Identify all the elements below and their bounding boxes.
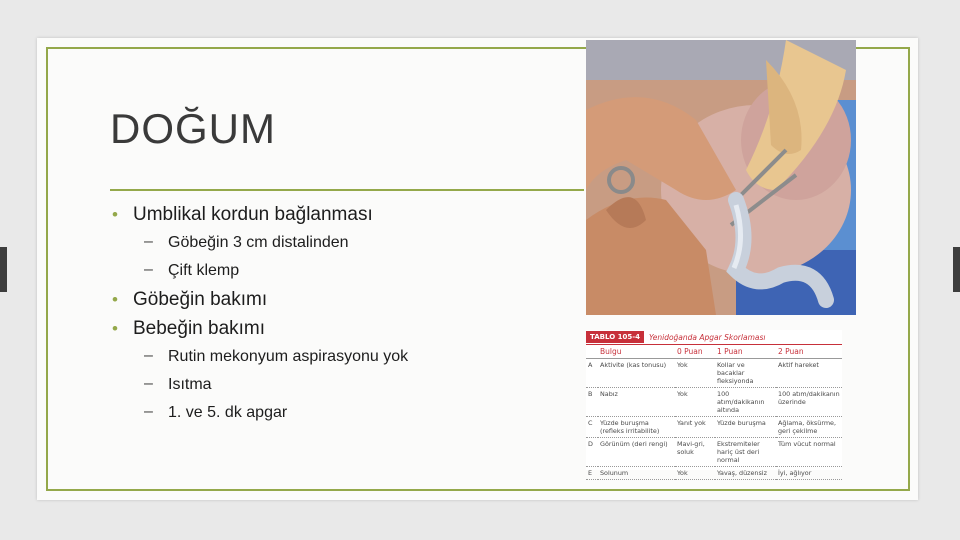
table-cell: Solunum	[598, 467, 675, 480]
table-cell: Ağlama, öksürme, geri çekilme	[776, 417, 842, 438]
sub-bullet-item	[110, 232, 580, 254]
sub-bullet-item	[110, 402, 580, 424]
table-cell: Görünüm (deri rengi)	[598, 438, 675, 467]
table-cell: Yanıt yok	[675, 417, 715, 438]
table-cell: 100 atım/dakikanın altında	[715, 388, 776, 417]
bullet-dot-icon: •	[112, 290, 118, 309]
bullet-text: Göbeğin bakımı	[133, 289, 268, 310]
table-cell: Yüzde buruşma	[715, 417, 776, 438]
sub-bullet-text: Rutin mekonyum aspirasyonu yok	[168, 348, 409, 365]
table-row	[586, 467, 842, 480]
sub-bullet-text: Göbeğin 3 cm distalinden	[168, 234, 349, 251]
column-header: 1 Puan	[715, 345, 776, 359]
table-cell: C	[586, 417, 598, 438]
dash-icon: –	[144, 375, 153, 392]
bullet-text: Umblikal kordun bağlanması	[133, 204, 373, 225]
table-row	[586, 438, 842, 467]
table-cell: Yok	[675, 388, 715, 417]
table-row	[586, 359, 842, 388]
table-number: TABLO 105-4	[586, 331, 644, 343]
table-cell: Yok	[675, 467, 715, 480]
column-header: 2 Puan	[776, 345, 842, 359]
table-cell: Yavaş, düzensiz	[715, 467, 776, 480]
left-edge-tab	[0, 247, 7, 292]
table-row	[586, 417, 842, 438]
bullet-dot-icon: •	[112, 319, 118, 338]
slide-title: DOĞUM	[110, 105, 276, 152]
table-header-row	[586, 345, 842, 359]
sub-bullet-text: 1. ve 5. dk apgar	[168, 404, 288, 421]
table-title: Yenidoğanda Apgar Skorlaması	[648, 332, 766, 342]
column-header: Bulgu	[598, 345, 675, 359]
bullet-item	[110, 317, 580, 341]
table-cell: Nabız	[598, 388, 675, 417]
table-cell: Mavi-gri, soluk	[675, 438, 715, 467]
table-row	[586, 388, 842, 417]
photo-illustration	[586, 40, 856, 315]
sub-bullet-item	[110, 260, 580, 282]
dash-icon: –	[144, 403, 153, 420]
sub-bullet-item	[110, 346, 580, 368]
table-caption	[586, 330, 842, 345]
bullet-list	[110, 203, 580, 430]
table-cell: Yok	[675, 359, 715, 388]
table-cell: Kollar ve bacaklar fleksiyonda	[715, 359, 776, 388]
bullet-dot-icon: •	[112, 205, 118, 224]
sub-bullet-item	[110, 374, 580, 396]
table-cell: A	[586, 359, 598, 388]
apgar-score-table	[586, 330, 842, 477]
table-cell: Yüzde buruşma (refleks irritabilite)	[598, 417, 675, 438]
column-header: 0 Puan	[675, 345, 715, 359]
bullet-item	[110, 288, 580, 312]
table-cell: Ekstremiteler hariç üst deri normal	[715, 438, 776, 467]
sub-bullet-text: Çift klemp	[168, 262, 240, 279]
table-cell: Aktif hareket	[776, 359, 842, 388]
column-header	[586, 345, 598, 359]
table-cell: İyi, ağlıyor	[776, 467, 842, 480]
bullet-item	[110, 203, 580, 227]
table-cell: E	[586, 467, 598, 480]
umbilical-cord-clamping-photo	[586, 40, 856, 315]
table-cell: Tüm vücut normal	[776, 438, 842, 467]
table-cell: D	[586, 438, 598, 467]
dash-icon: –	[144, 233, 153, 250]
table-cell: 100 atım/dakikanın üzerinde	[776, 388, 842, 417]
sub-bullet-text: Isıtma	[168, 376, 212, 393]
dash-icon: –	[144, 261, 153, 278]
dash-icon: –	[144, 347, 153, 364]
bullet-text: Bebeğin bakımı	[133, 318, 266, 339]
title-underline	[110, 189, 584, 191]
apgar-table-grid	[586, 345, 842, 480]
table-cell: B	[586, 388, 598, 417]
right-edge-tab	[953, 247, 960, 292]
table-cell: Aktivite (kas tonusu)	[598, 359, 675, 388]
